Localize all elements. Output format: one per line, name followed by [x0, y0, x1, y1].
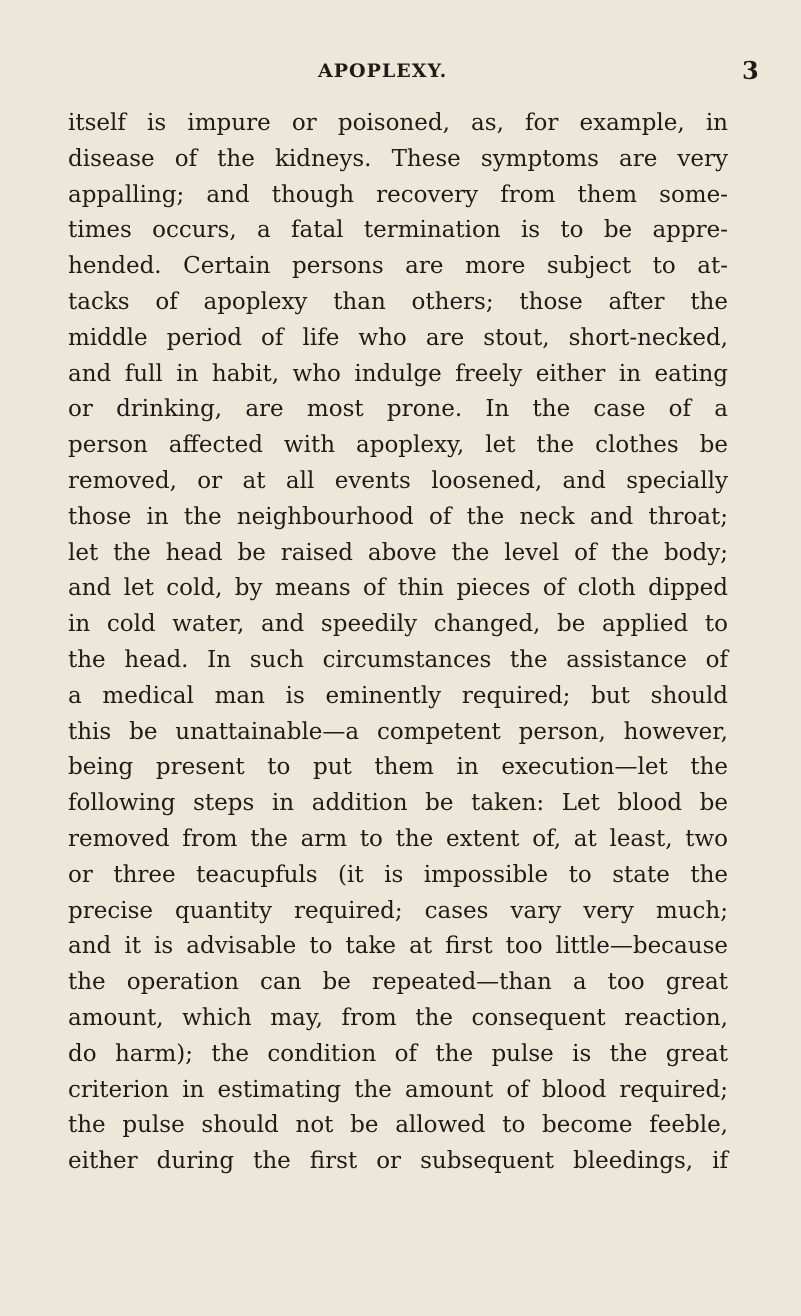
text-line: following steps in addition be taken: Let blood be	[68, 790, 728, 817]
text-line: disease of the kidneys. These symptoms are very	[68, 145, 728, 172]
text-line: removed from the arm to the extent of, at least, two	[68, 825, 728, 852]
text-line: amount, which may, from the consequent reaction,	[68, 1004, 728, 1031]
text-line: person affected with apoplexy, let the clothes be	[68, 432, 728, 459]
page-number: 3	[742, 56, 759, 85]
body-text	[68, 106, 728, 1180]
text-line: the operation can be repeated—than a too great	[68, 969, 728, 996]
text-line: removed, or at all events loosened, and specially	[68, 467, 728, 494]
text-line: and let cold, by means of thin pieces of cloth dipped	[68, 575, 728, 602]
text-line: being present to put them in execution—let the	[68, 754, 728, 781]
text-line: precise quantity required; cases vary very much;	[68, 897, 728, 924]
text-line: hended. Certain persons are more subject to at-	[68, 253, 728, 280]
text-line: criterion in estimating the amount of blood required;	[68, 1076, 728, 1103]
text-line: and it is advisable to take at first too little—because	[68, 933, 728, 960]
text-line: a medical man is eminently required; but should	[68, 682, 728, 709]
text-line: those in the neighbourhood of the neck and throat;	[68, 503, 728, 530]
running-head	[0, 56, 801, 86]
text-line: appalling; and though recovery from them some-	[68, 181, 728, 208]
text-line: either during the first or subsequent bleedings, if	[68, 1148, 728, 1175]
running-title: APOPLEXY.	[318, 60, 448, 82]
text-line: or drinking, are most prone. In the case of a	[68, 396, 728, 423]
text-line: or three teacupfuls (it is impossible to state the	[68, 861, 728, 888]
text-line: times occurs, a fatal termination is to be appre-	[68, 217, 728, 244]
text-line: this be unattainable—a competent person, however,	[68, 718, 728, 745]
text-line: the head. In such circumstances the assistance of	[68, 646, 728, 673]
text-line: middle period of life who are stout, short-necked,	[68, 324, 728, 351]
text-line: do harm); the condition of the pulse is the great	[68, 1040, 728, 1067]
text-line: the pulse should not be allowed to become feeble,	[68, 1112, 728, 1139]
text-line: and full in habit, who indulge freely either in eating	[68, 360, 728, 387]
text-line: in cold water, and speedily changed, be applied to	[68, 611, 728, 638]
text-line: itself is impure or poisoned, as, for example, in	[68, 110, 728, 136]
text-line: tacks of apoplexy than others; those after the	[68, 288, 728, 315]
text-line: let the head be raised above the level of the body;	[68, 539, 728, 566]
